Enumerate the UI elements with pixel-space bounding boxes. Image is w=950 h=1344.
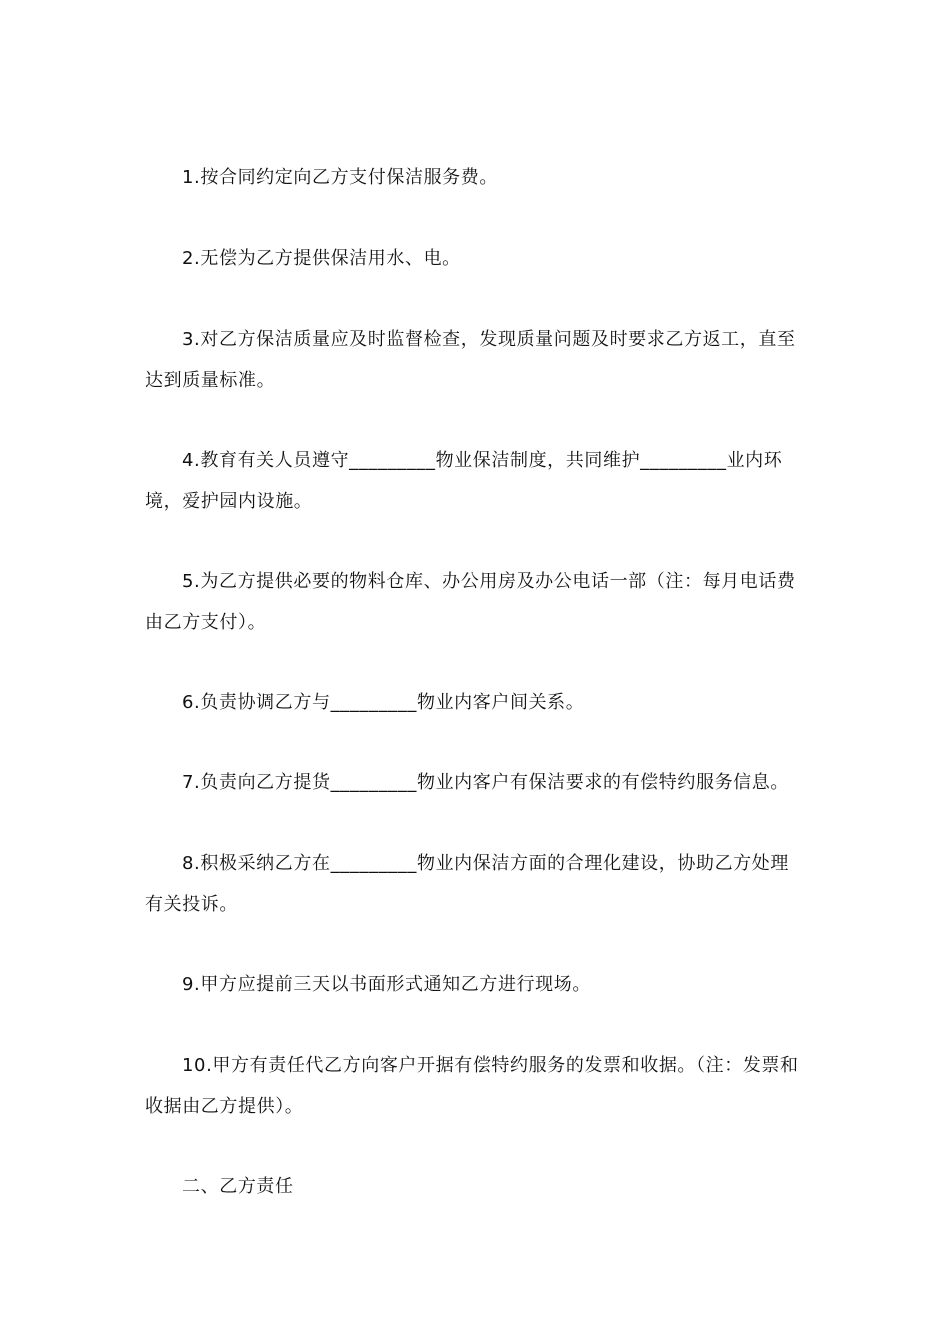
paragraph-9: 9.甲方应提前三天以书面形式通知乙方进行现场。 (182, 974, 591, 995)
paragraph-3: 3.对乙方保洁质量应及时监督检查，发现质量问题及时要求乙方返工，直至达到质量标准。 (145, 329, 796, 391)
paragraph-5: 5.为乙方提供必要的物料仓库、办公用房及办公电话一部（注：每月电话费由乙方支付）。 (145, 571, 796, 633)
paragraph-10: 10.甲方有责任代乙方向客户开据有偿特约服务的发票和收据。（注：发票和收据由乙方提供）。 (145, 1055, 799, 1117)
paragraph-1: 1.按合同约定向乙方支付保洁服务费。 (182, 167, 498, 188)
paragraph-7: 7.负责向乙方提货_________物业内客户有保洁要求的有偿特约服务信息。 (182, 772, 789, 793)
paragraph-6: 6.负责协调乙方与_________物业内客户间关系。 (182, 692, 585, 713)
section-heading: 二、乙方责任 (182, 1176, 294, 1197)
paragraph-4: 4.教育有关人员遵守_________物业保洁制度，共同维护_________业内环境，爱护园内设施。 (145, 450, 783, 512)
paragraph-2: 2.无偿为乙方提供保洁用水、电。 (182, 248, 461, 269)
paragraph-8: 8.积极采纳乙方在_________物业内保洁方面的合理化建设，协助乙方处理有关投诉。 (145, 853, 789, 915)
